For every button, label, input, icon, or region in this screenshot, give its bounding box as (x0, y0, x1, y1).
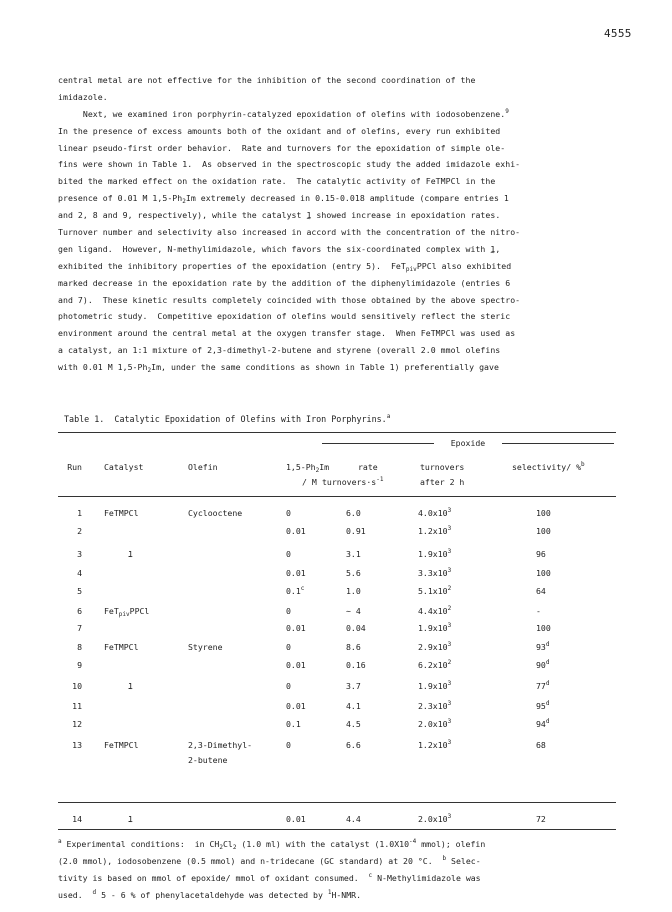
footnote-line-4 (58, 887, 618, 904)
cell-selectivity: 90$^d$ (536, 659, 550, 670)
body-line: Turnover number and selectivity also increased in accord with the concentration of the nitro- (58, 227, 521, 238)
cell-turnovers: $1.9x10^3$ (418, 622, 452, 633)
cell-selectivity: 100 (536, 568, 551, 578)
table-caption (64, 414, 390, 424)
body-line: fins were shown in Table 1. As observed in the spectroscopic study the added imidazole exhi- (58, 159, 521, 170)
body-line: presence of 0.01 M $1,5-Ph_2Im$ extremely decreased in 0.15-0.018 amplitude (compare entries 1 (58, 193, 509, 206)
footnote-a-text2: (2.0 mmol), iodosobenzene (0.5 mmol) and n-tridecane (GC standard) at 20 °C. (58, 856, 443, 866)
header-selectivity-note: b (581, 461, 585, 468)
header-rate: rate (358, 462, 378, 472)
cell-catalyst: 1 ~ (128, 814, 133, 824)
cell-run: 10 (72, 681, 82, 691)
cell-turnovers: $2.0x10^3$ (418, 718, 452, 729)
footnote-a-mark: a (58, 838, 62, 845)
cell-olefin: Cyclooctene (188, 508, 243, 518)
body-line: Next, we examined iron porphyrin-catalyzed epoxidation of olefins with iodosobenzene.$^9$ (58, 107, 509, 119)
cell-rate: 6.0 (346, 508, 361, 518)
cell-turnovers: $1.9x10^3$ (418, 680, 452, 691)
cell-conc: 0.01 (286, 814, 306, 824)
header-selectivity: selectivity/ %$^b$ (512, 461, 585, 472)
epoxide-group-header (322, 438, 614, 448)
cell-rate: 4.5 (346, 719, 361, 729)
header-conc: $1,5-Ph_2Im$ (286, 462, 330, 474)
cell-selectivity: 93$^d$ (536, 641, 550, 652)
cell-turnovers: $1.2x10^3$ (418, 739, 452, 750)
footnotes (58, 836, 618, 904)
cell-conc: 0 (286, 508, 291, 518)
cell-selectivity: 94$^d$ (536, 718, 550, 729)
cell-selectivity: 72 (536, 814, 546, 824)
body-text (58, 72, 618, 376)
cell-turnovers: $2.9x10^3$ (418, 641, 452, 652)
cell-rate: ∼ 4 (346, 606, 361, 616)
footnote-d-pre: used. (58, 890, 93, 900)
cell-conc: 0.01 (286, 660, 306, 670)
cell-conc: 0 (286, 549, 291, 559)
cell-catalyst: 1 ~ (128, 681, 133, 691)
body-line: and 7). These kinetic results completely coincided with those obtained by the above spectro- (58, 294, 521, 305)
table-header-rule (58, 496, 616, 497)
footnote-c-text: N-Methylimidazole was (372, 873, 481, 883)
cell-run: 1 (77, 508, 82, 518)
cell-conc: 0.1 (286, 719, 301, 729)
cell-turnovers: $1.2x10^3$ (418, 525, 452, 536)
cell-rate: 1.0 (346, 586, 361, 596)
cell-catalyst: FeT$_{piv}$PPCl (104, 606, 150, 618)
cell-catalyst: FeTMPCl (104, 740, 139, 750)
header-turnovers-sub: after 2 h (420, 477, 465, 487)
footnote-line-2 (58, 853, 618, 870)
cell-run: 2 (77, 526, 82, 536)
cell-turnovers: $6.2x10^2$ (418, 659, 452, 670)
cell-run: 7 (77, 623, 82, 633)
cell-run: 3 (77, 549, 82, 559)
cell-conc: 0 (286, 642, 291, 652)
cell-rate: 8.6 (346, 642, 361, 652)
footnote-a-text1: Experimental conditions: in $CH_2Cl_2$ (1.0 ml) with the catalyst ($1.0X10^{-4}$ mmol); olefin (61, 838, 486, 851)
page-number: 4555 (604, 27, 632, 40)
cell-rate: 4.1 (346, 701, 361, 711)
footnote-d-text: 5 - 6 % of phenylacetaldehyde was detected by $^1$H-NMR. (96, 889, 362, 900)
body-line: photometric study. Competitive epoxidation of olefins would sensitively reflect the steric (58, 311, 511, 322)
header-catalyst: Catalyst (104, 462, 144, 472)
cell-conc: 0.01 (286, 568, 306, 578)
body-line: In the presence of excess amounts both of the oxidant and of olefins, every run exhibited (58, 125, 501, 136)
body-line: imidazole. (58, 91, 108, 102)
cell-conc: 0.01 (286, 623, 306, 633)
cell-run: 8 (77, 642, 82, 652)
table-top-rule (58, 432, 616, 433)
cell-selectivity: 95$^d$ (536, 700, 550, 711)
cell-rate: 0.16 (346, 660, 366, 670)
cell-rate: 0.04 (346, 623, 366, 633)
cell-olefin: Styrene (188, 642, 223, 652)
cell-run: 13 (72, 740, 82, 750)
cell-run: 5 (77, 586, 82, 596)
epoxide-right-rule (502, 443, 614, 444)
cell-selectivity: 96 (536, 549, 546, 559)
body-line: environment around the central metal at the oxygen transfer stage. When FeTMPCl was used as (58, 328, 516, 339)
cell-conc: 0.01 (286, 526, 306, 536)
footnote-b-text: Selec- (446, 856, 481, 866)
cell-rate: 0.91 (346, 526, 366, 536)
cell-selectivity: 100 (536, 623, 551, 633)
cell-rate: 3.1 (346, 549, 361, 559)
cell-turnovers: $4.4x10^2$ (418, 605, 452, 616)
cell-run: 11 (72, 701, 82, 711)
header-conc-unit: / M (302, 477, 317, 487)
table-caption-text: Table 1. Catalytic Epoxidation of Olefins with Iron Porphyrins. (64, 414, 387, 424)
body-line: linear pseudo-first order behavior. Rate and turnovers for the epoxidation of simple ole- (58, 142, 506, 153)
body-line: a catalyst, an 1:1 mixture of 2,3-dimethyl-2-butene and styrene (overall 2.0 mmol olefins (58, 345, 501, 356)
cell-run: 12 (72, 719, 82, 729)
footnote-b-text2: tivity is based on mmol of epoxide/ mmol of oxidant consumed. (58, 873, 369, 883)
header-rate-unit: $turnovers\cdot s^{-1}$ (322, 476, 384, 487)
cell-turnovers: $3.3x10^3$ (418, 567, 452, 578)
body-line: gen ligand. However, N-methylimidazole, which favors the six-coordinated complex with 1 ~, (58, 241, 618, 258)
cell-turnovers: $1.9x10^3$ (418, 548, 452, 559)
header-olefin: Olefin (188, 462, 218, 472)
cell-conc: 0 (286, 681, 291, 691)
table-separator-rule (58, 802, 616, 803)
cell-rate: 6.6 (346, 740, 361, 750)
table-bottom-rule (58, 829, 616, 830)
body-line: with 0.01 M $1,5-Ph_2Im$, under the same conditions as shown in Table 1) preferentially gave (58, 362, 499, 375)
table-caption-note: a (386, 413, 391, 420)
cell-catalyst: 1 ~ (128, 549, 133, 559)
footnote-b-mark: b (442, 855, 447, 862)
cell-selectivity: 100 (536, 526, 551, 536)
header-turnovers: turnovers (420, 462, 465, 472)
body-line: central metal are not effective for the inhibition of the second coordination of the (58, 75, 476, 85)
cell-olefin-line2: 2-butene (188, 755, 228, 765)
cell-conc: 0 (286, 740, 291, 750)
footnote-line-1 (58, 836, 618, 853)
cell-selectivity: - (536, 606, 541, 616)
cell-rate: 5.6 (346, 568, 361, 578)
cell-turnovers: $5.1x10^2$ (418, 585, 452, 596)
cell-olefin: 2,3-Dimethyl- (188, 740, 253, 750)
cell-selectivity: 77$^d$ (536, 680, 550, 691)
footnote-c-mark: c (368, 872, 373, 879)
cell-run: 6 (77, 606, 82, 616)
cell-turnovers: $2.3x10^3$ (418, 700, 452, 711)
cell-catalyst: FeTMPCl (104, 508, 139, 518)
footnote-line-3 (58, 870, 618, 887)
header-run: Run (67, 462, 82, 472)
cell-selectivity: 64 (536, 586, 546, 596)
cell-rate: 3.7 (346, 681, 361, 691)
cell-catalyst: FeTMPCl (104, 642, 139, 652)
body-line: exhibited the inhibitory properties of the epoxidation (entry 5). FeT$_{piv}$PPCl also exhibited (58, 260, 512, 273)
cell-conc: 0.01 (286, 701, 306, 711)
cell-conc: 0 (286, 606, 291, 616)
cell-turnovers: $2.0x10^3$ (418, 813, 452, 824)
body-line: marked decrease in the epoxidation rate by the addition of the diphenylimidazole (entries 6 (58, 277, 511, 288)
body-line: bited the marked effect on the oxidation rate. The catalytic activity of FeTMPCl in the (58, 176, 496, 187)
cell-run: 9 (77, 660, 82, 670)
body-line: and 2, 8 and 9, respectively), while the catalyst 1 ~ showed increase in epoxidation rates. (58, 207, 618, 224)
cell-rate: 4.4 (346, 814, 361, 824)
cell-run: 4 (77, 568, 82, 578)
footnote-d-mark: d (92, 889, 97, 896)
cell-turnovers: $4.0x10^3$ (418, 507, 452, 518)
epoxide-label: Epoxide (450, 438, 486, 448)
cell-selectivity: 100 (536, 508, 551, 518)
cell-conc: 0.1$^c$ (286, 585, 305, 596)
cell-run: 14 (72, 814, 82, 824)
cell-selectivity: 68 (536, 740, 546, 750)
